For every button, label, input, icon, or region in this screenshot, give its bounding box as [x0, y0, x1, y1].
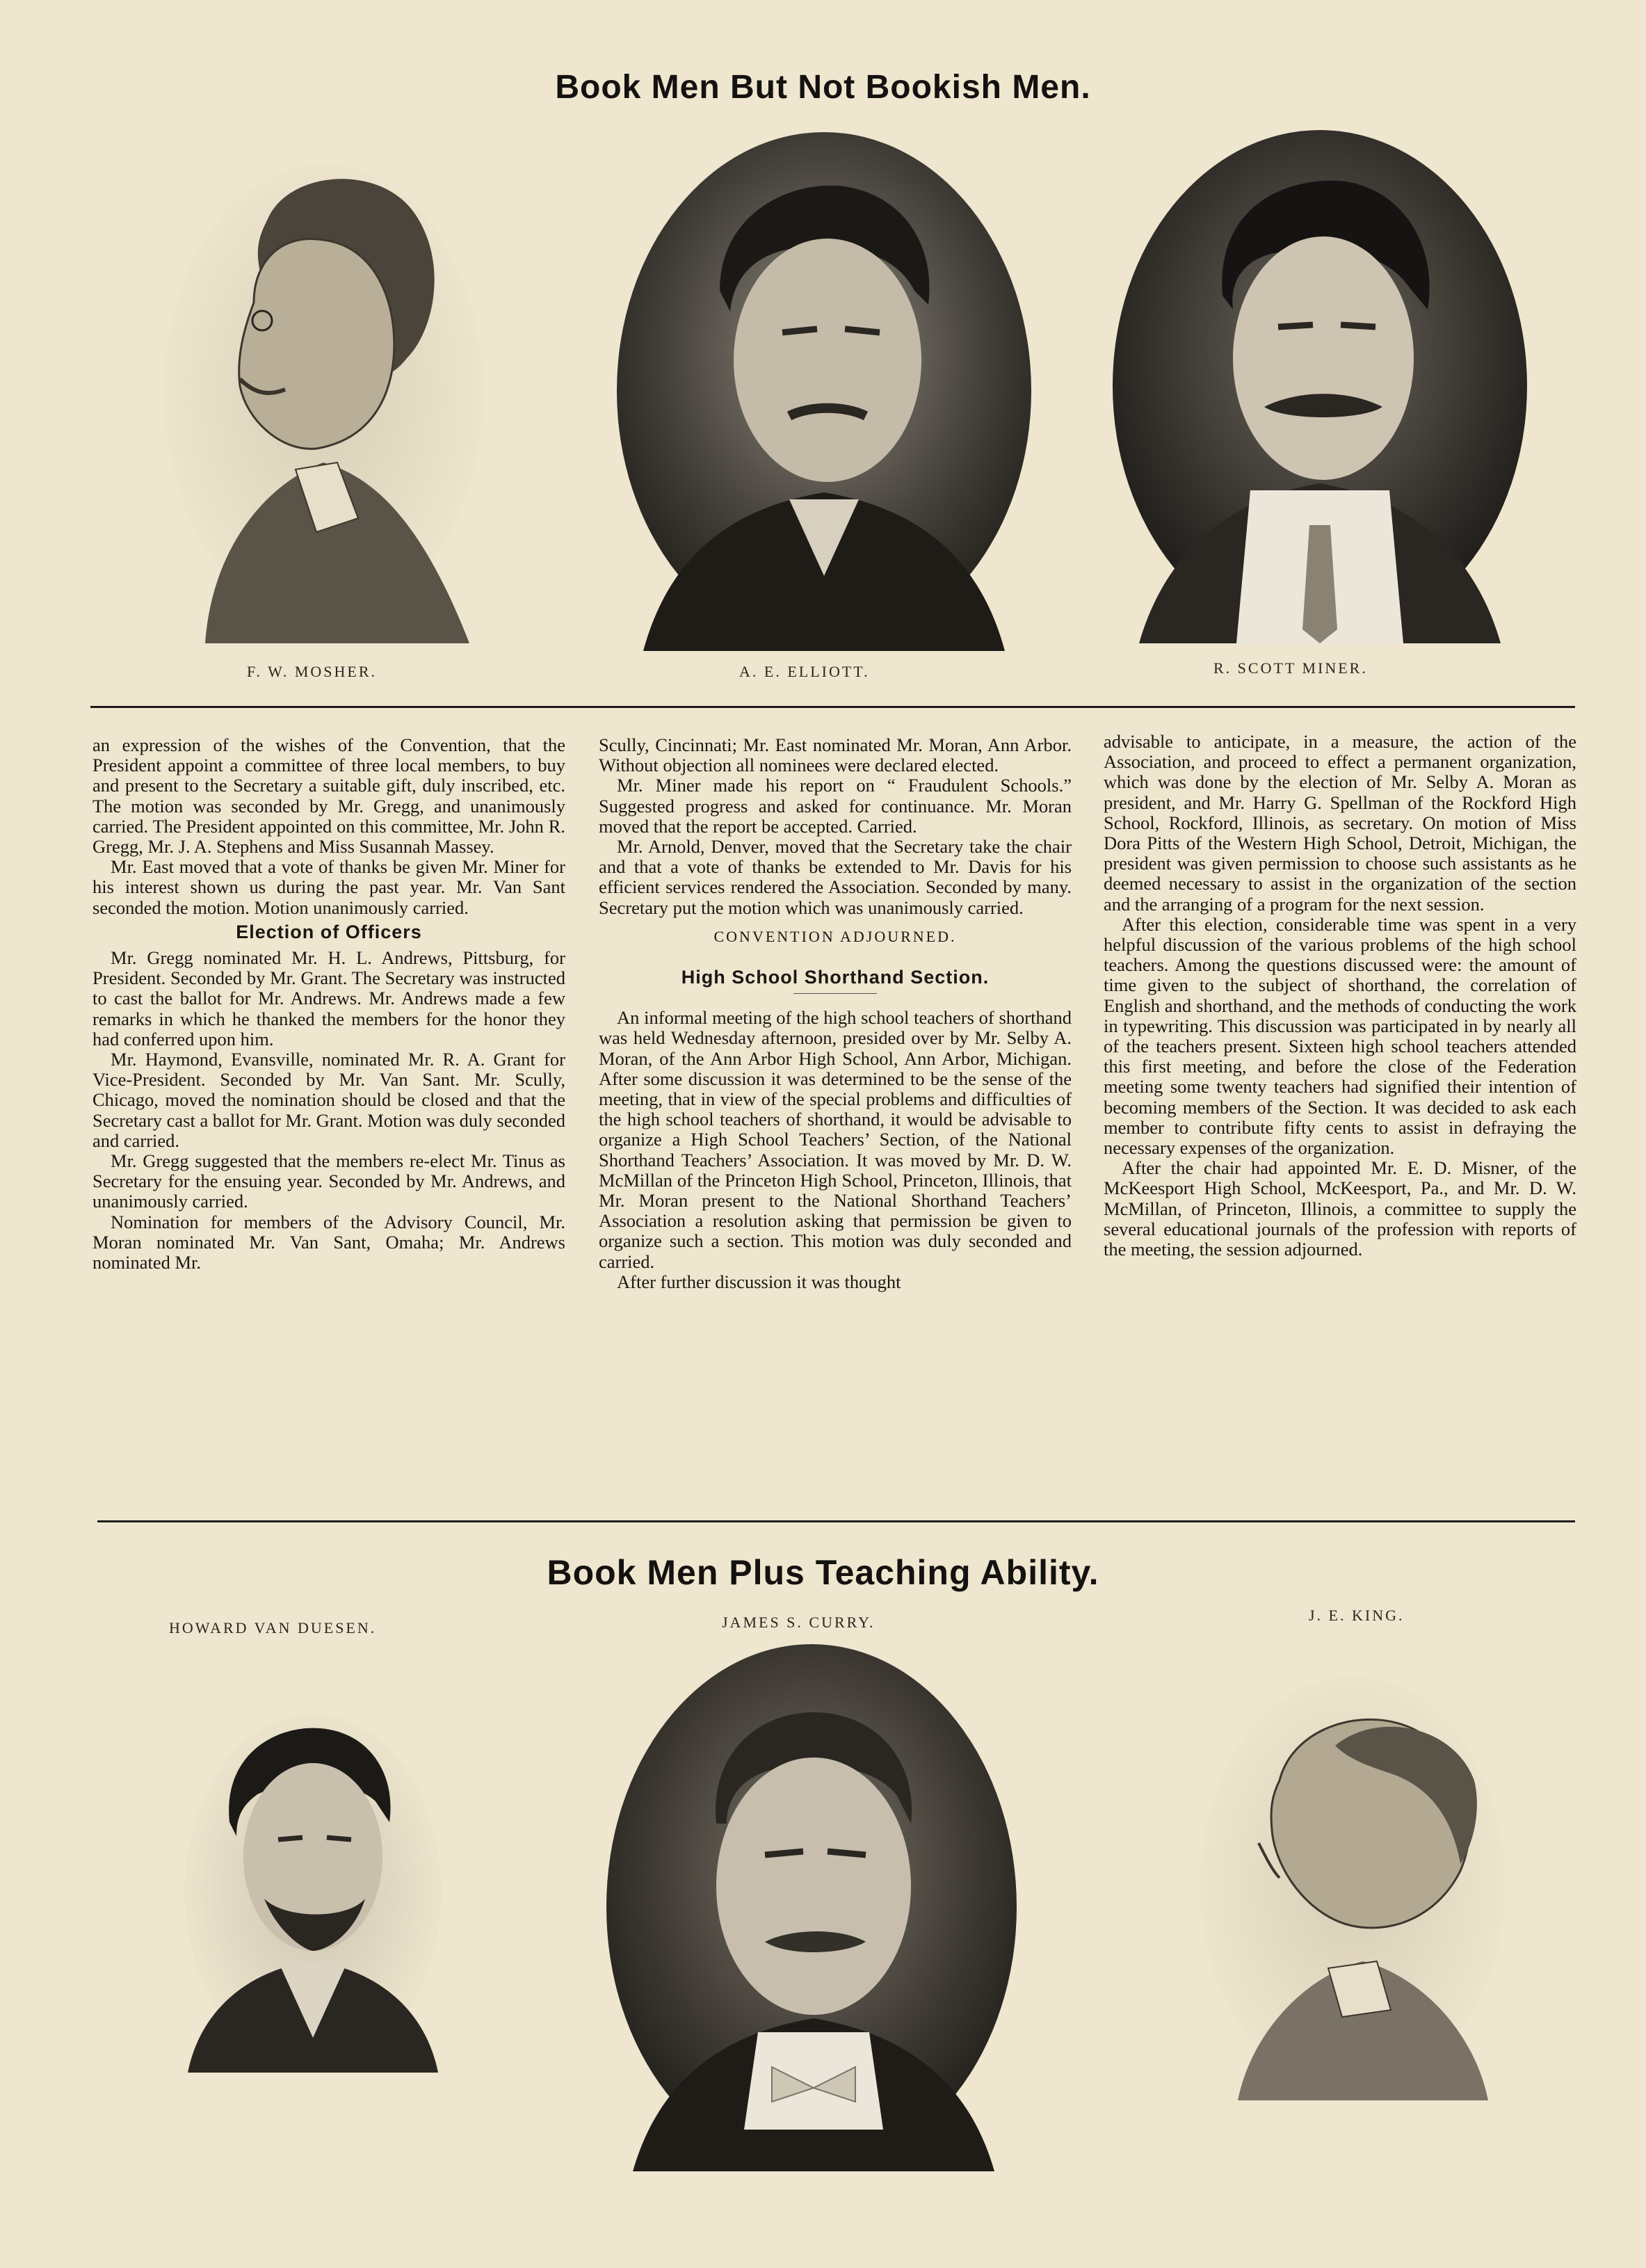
col2-paragraph: An informal meeting of the high school teachers of shorthand was held Wednesday afternoon, presided over by Mr. Selby A. Moran, of the Ann Arbor High School, Ann Arbor, Michigan. After some discussion it was determined to be the sense of the meeting, that in view of the special problems and difficulties of the high school teachers of shorthand, it would be advisable to organize a High School Teachers’ Section, of the National Shorthand Teachers’ Association. It was moved by Mr. D. W. McMillan of the Princeton High School, Princeton, Illinois, that Mr. Moran present to the National Shorthand Teachers’ Association a resolution asking that permission be given to organize such a section. This motion was duly seconded and carried. [599, 1007, 1072, 1272]
col3-paragraph: advisable to anticipate, in a measure, the action of the Association, and proceed to effect a permanent organization, which was done by the election of Mr. Selby A. Moran as president, and Mr. Harry G. Spellman of the Rockford High School, Rockford, Illinois, as secretary. On motion of Miss Dora Pitts of the Western High School, Detroit, Michigan, the president was given permission to choose such assistants as he deemed necessary to assist in the organization of the section and the arranging of a program for the next session. [1104, 731, 1576, 915]
article-column-3 [1104, 732, 1576, 1260]
col2-paragraph: Scully, Cincinnati; Mr. East nominated Mr. Moran, Ann Arbor. Without objection all nominees were declared elected. [599, 734, 1072, 776]
high-school-shorthand-heading: High School Shorthand Section. [681, 967, 990, 988]
col1-paragraph: Mr. Gregg nominated Mr. H. L. Andrews, Pittsburg, for President. Seconded by Mr. Grant. The Secretary was instructed to cast the ballot for Mr. Andrews. Mr. Andrews made a few remarks in which he thanked the members for the honor they had conferred upon him. [92, 947, 565, 1049]
col1-paragraph: Mr. Haymond, Evansville, nominated Mr. R. A. Grant for Vice-President. Seconded by Mr. Van Sant. Mr. Scully, Chicago, moved the nomination should be closed and that the Secretary cast a ballot for Mr. Grant. Motion was duly seconded and carried. [92, 1049, 565, 1151]
portrait-photo-elliott [615, 131, 1033, 651]
portrait-sketch-king [1196, 1669, 1509, 2100]
portrait-photo-miner [1111, 129, 1528, 643]
col3-paragraph: After the chair had appointed Mr. E. D. Misner, of the McKeesport High School, McKeesport, Pa., and Mr. D. W. McMillan, of Princeton, Illinois, a committee to supply the several educational journals of the profession with reports of the meeting, the session adjourned. [1104, 1157, 1576, 1260]
caption-elliott: A. E. ELLIOTT. [739, 663, 870, 680]
election-of-officers-heading: Election of Officers [236, 921, 422, 942]
caption-curry: JAMES S. CURRY. [722, 1614, 876, 1631]
article-column-1 [92, 735, 565, 1273]
col2-paragraph: After further discussion it was thought [617, 1271, 901, 1292]
col1-paragraph: an expression of the wishes of the Convention, that the President appoint a committee of three local members, to buy and present to the Secretary a suitable gift, duly inscribed, etc. The motion was seconded by Mr. Gregg, and unanimously carried. The President appointed on this committee, Mr. John R. Gregg, Mr. J. A. Stephens and Miss Susannah Massey. [92, 734, 565, 858]
portrait-photo-curry [605, 1643, 1019, 2171]
col3-paragraph: After this election, considerable time was spent in a very helpful discussion of the various problems of the high school teachers. Among the questions discussed were: the amount of time given to the subject of shorthand, the correlation of English and shorthand, and the methods of conducting the work in typewriting. This discussion was participated in by nearly all of the teachers present. Sixteen high school teachers attended this first meeting, and before the close of the Federation meeting some twenty teachers had signified their intention of becoming members of the Section. It was decided to ask each member to contribute fifty cents to assist in defraying the necessary expenses of the organization. [1104, 913, 1576, 1159]
caption-mosher: F. W. MOSHER. [247, 663, 378, 680]
top-section-title: Book Men But Not Bookish Men. [555, 69, 1091, 106]
portrait-sketch-mosher [150, 156, 497, 643]
col1-paragraph: Nomination for members of the Advisory Council, Mr. Moran nominated Mr. Van Sant, Omaha; Mr. Andrews nominated Mr. [92, 1211, 565, 1273]
convention-adjourned-label: CONVENTION ADJOURNED. [713, 927, 957, 945]
caption-miner: R. SCOTT MINER. [1213, 659, 1368, 677]
portrait-photo-van-duesen [181, 1711, 445, 2073]
article-column-2 [599, 735, 1072, 1292]
bottom-divider-rule [97, 1520, 1575, 1522]
bottom-section-title: Book Men Plus Teaching Ability. [547, 1553, 1099, 1592]
col2-paragraph: Mr. Arnold, Denver, moved that the Secretary take the chair and that a vote of thanks be extended to Mr. Davis for his efficient services rendered the Association. Seconded by many. Secretary put the motion which was unanimously carried. [599, 836, 1072, 918]
caption-king: J. E. KING. [1309, 1607, 1405, 1624]
caption-van-duesen: HOWARD VAN DUESEN. [169, 1619, 377, 1636]
col1-paragraph: Mr. Gregg suggested that the members re-elect Mr. Tinus as Secretary for the ensuing year. Seconded by Mr. Andrews, and unanimously carried. [92, 1150, 565, 1212]
col1-paragraph: Mr. East moved that a vote of thanks be given Mr. Miner for his interest shown us during the past year. Mr. Van Sant seconded the motion. Motion unanimously carried. [92, 856, 565, 918]
short-divider [793, 993, 877, 994]
top-divider-rule [90, 706, 1575, 708]
col2-paragraph: Mr. Miner made his report on “ Fraudulent Schools.” Suggested progress and asked for continuance. Mr. Moran moved that the report be accepted. Carried. [599, 775, 1072, 837]
